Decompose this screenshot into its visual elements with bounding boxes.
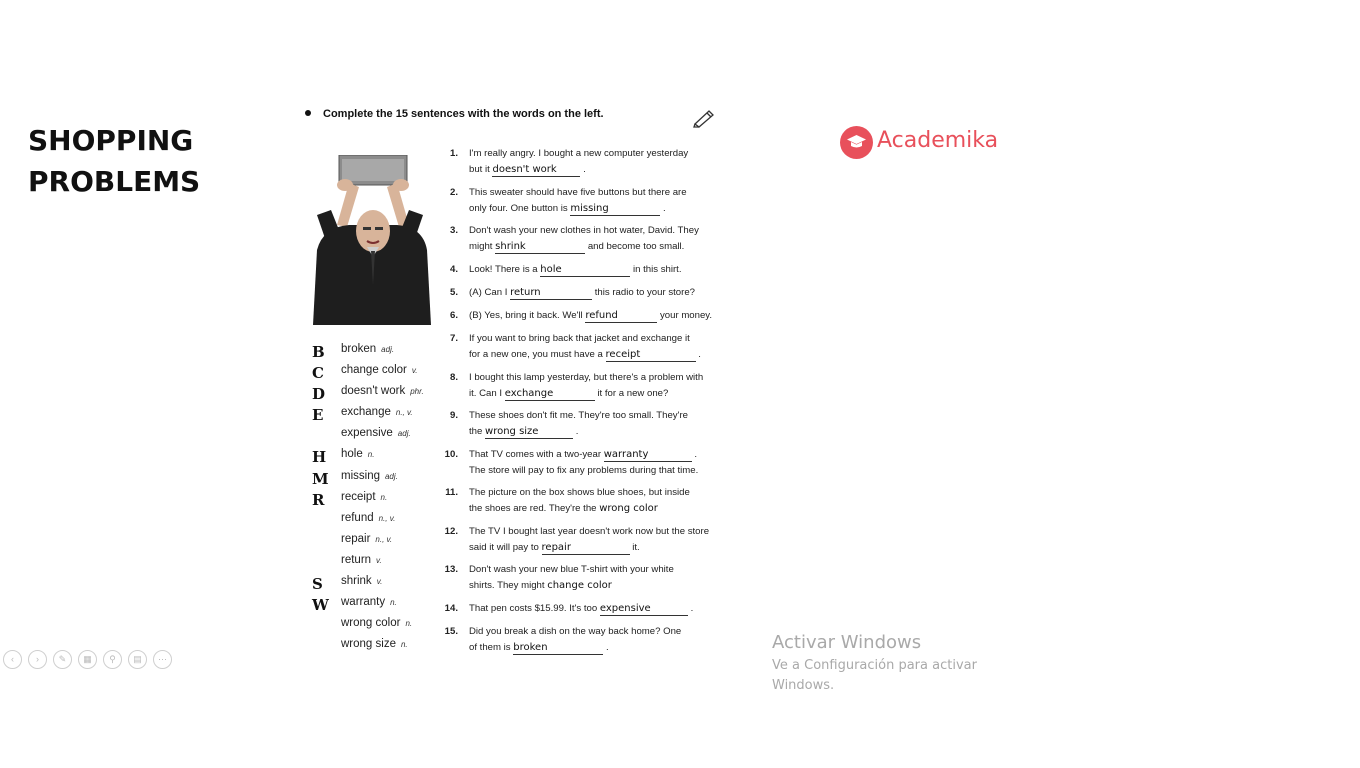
- answer-12: repair: [542, 542, 630, 555]
- answer-3: shrink: [495, 241, 585, 254]
- word-item: expensive adj.: [341, 427, 411, 440]
- sentence-number: 12.: [444, 526, 458, 537]
- worksheet: Complete the 15 sentences with the words on the left. B broken adj. C change color v. D doesn't work phr. E exchange n., v. expensive adj. H hole n. M missing adj. R receipt n. refund n., v. repair n., v. return v. S shrink v. W warranty n. wrong color n. wrong size n. 1. I'm really angry. I bought a new computer yesterday but it doesn't work . 2. This sweater should have five buttons but there are only four. One button is missing . 3. Don't wash your new clothes in hot water, David. They might shrink and become too small. 4. Look! There is a hole in this shirt. 5. (A) Can I return this radio to your store? 6. (B) Yes, bring it back. We'll refund your money. 7. If you want to bring back that jacket and exchange it for a new one, you must have a receipt . 8. I bought this lamp yesterday, but there's a problem with it. Can I exchange it for a new one? 9. These shoes don't fit me. They're too small. They're the wrong size . 10. That TV comes with a two-year warranty . The store will pay to fix any problems during that time. 11. The picture on the box shows blue shoes, but inside the shoes are red. They're the wrong color 12. The TV I bought last year doesn't work now but the store said it will pay to repair it. 13. Don't wash your new blue T-shirt with your white shirts. They might change color 14. That pen costs $15.99. It's too expensive . 15. Did you break a dish on the way back home? One of them is broken .: [300, 100, 730, 660]
- sentence-number: 3.: [449, 225, 458, 236]
- back-icon[interactable]: ‹: [3, 650, 22, 669]
- answer-9: wrong size: [485, 426, 573, 439]
- more-icon[interactable]: ⋯: [153, 650, 172, 669]
- answer-13: change color: [547, 579, 612, 591]
- subtitles-icon[interactable]: ▤: [128, 650, 147, 669]
- forward-icon[interactable]: ›: [28, 650, 47, 669]
- answer-10: warranty: [604, 449, 692, 462]
- logo-badge: [840, 126, 873, 159]
- word-item: repair n., v.: [341, 532, 393, 545]
- sentence-number: 9.: [449, 410, 458, 421]
- answer-2: missing: [570, 203, 660, 216]
- answer-5: return: [510, 287, 592, 300]
- answer-15: broken: [513, 642, 603, 655]
- sentence-number: 1.: [449, 148, 458, 159]
- answer-1: doesn't work: [492, 164, 580, 177]
- zoom-icon[interactable]: ⚲: [103, 650, 122, 669]
- word-list: [308, 343, 438, 659]
- word-item: E exchange n., v.: [312, 406, 413, 425]
- sentence-number: 13.: [444, 564, 458, 575]
- watermark-title: Activar Windows: [772, 632, 922, 653]
- slide-title: [28, 120, 200, 202]
- slide-title-line1: SHOPPING: [28, 124, 194, 157]
- sentence-number: 5.: [449, 287, 458, 298]
- pen-icon[interactable]: ✎: [53, 650, 72, 669]
- word-item: wrong size n.: [341, 638, 408, 651]
- answer-11: wrong color: [599, 502, 658, 514]
- word-item: refund n., v.: [341, 511, 396, 524]
- sentence-number: 11.: [445, 487, 458, 498]
- word-item: D doesn't work phr.: [312, 385, 424, 404]
- sentence-number: 8.: [449, 372, 458, 383]
- sentence-number: 6.: [449, 310, 458, 321]
- answer-7: receipt: [606, 349, 696, 362]
- sentence-number: 2.: [449, 187, 458, 198]
- slides-icon[interactable]: ▦: [78, 650, 97, 669]
- word-item: S shrink v.: [312, 575, 383, 594]
- word-item: wrong color n.: [341, 617, 413, 630]
- answer-6: refund: [585, 310, 657, 323]
- sentence-number: 15.: [444, 626, 458, 637]
- instruction-text: Complete the 15 sentences with the words on the left.: [323, 108, 604, 120]
- word-item: return v.: [341, 553, 382, 566]
- pencil-icon: [692, 108, 716, 128]
- academika-logo: [840, 126, 1000, 160]
- word-item: B broken adj.: [312, 343, 395, 361]
- slide-title-line2: PROBLEMS: [28, 165, 201, 198]
- sentence-number: 7.: [449, 333, 458, 344]
- graduation-cap-icon: [846, 134, 867, 151]
- answer-4: hole: [540, 264, 630, 277]
- activation-watermark: [772, 632, 1002, 696]
- instruction: [305, 108, 604, 120]
- word-item: W warranty n.: [312, 596, 397, 615]
- word-item: R receipt n.: [312, 490, 388, 509]
- answer-14: expensive: [600, 603, 688, 616]
- sentence-number: 14.: [444, 603, 458, 614]
- word-item: C change color v.: [312, 364, 418, 383]
- answer-8: exchange: [505, 388, 595, 401]
- word-item: H hole n.: [312, 448, 375, 467]
- sentence-number: 10.: [444, 449, 458, 460]
- logo-text: Academika: [877, 128, 999, 153]
- bullet-icon: [305, 110, 311, 116]
- sentence-number: 4.: [449, 264, 458, 275]
- watermark-text: Ve a Configuración para activar Windows.: [772, 658, 977, 693]
- word-item: M missing adj.: [312, 469, 398, 488]
- angry-man-laptop-image: [309, 155, 431, 325]
